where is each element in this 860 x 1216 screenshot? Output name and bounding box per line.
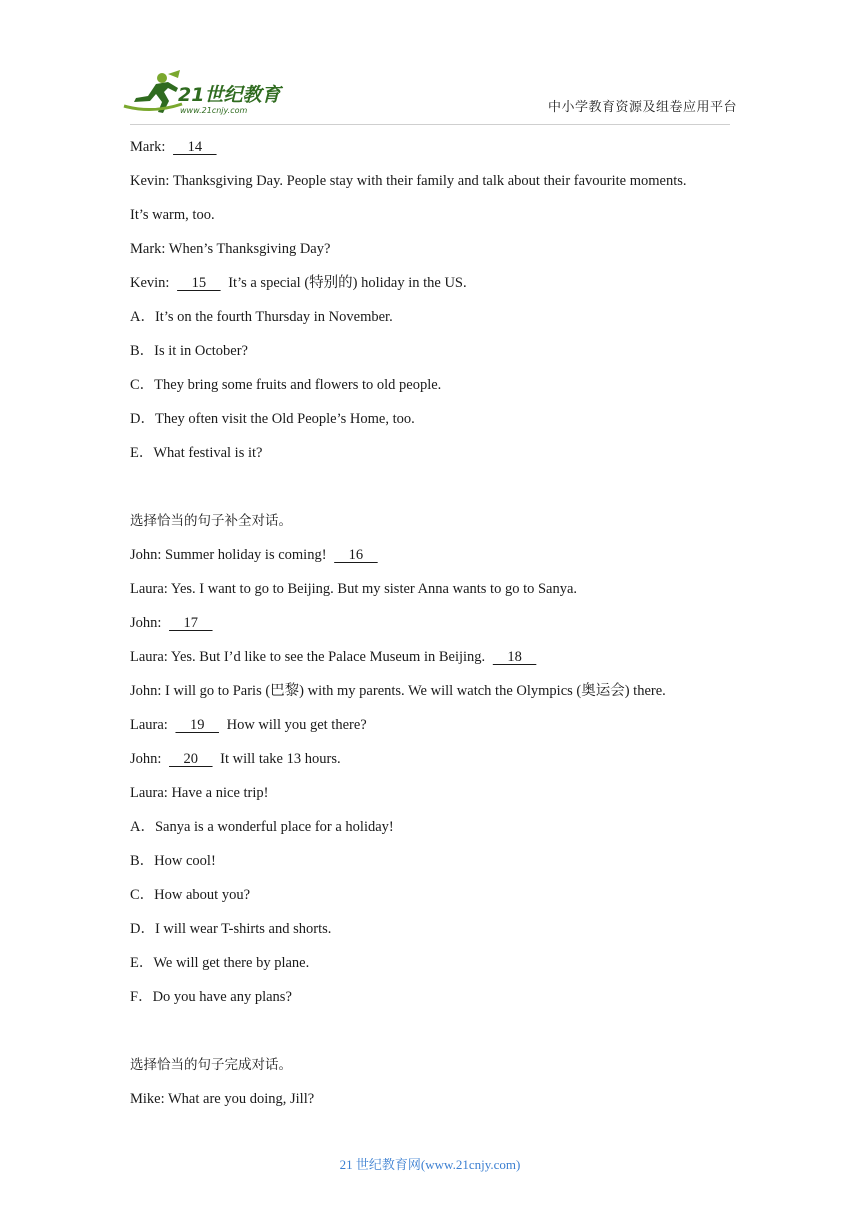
line-text-after: It’s a special (特别的) holiday in the US. [228, 275, 467, 291]
line-text: It’s warm, too. [130, 207, 215, 223]
line-text: F．Do you have any plans? [130, 989, 292, 1005]
running-man-logo-icon [122, 68, 292, 118]
page-footer: 21 世纪教育网(www.21cnjy.com) [339, 1157, 521, 1172]
dialogue-line [130, 851, 750, 885]
line-text: C．They bring some fruits and flowers to old people. [130, 377, 442, 393]
svg-text:www.21cnjy.com: www.21cnjy.com [180, 106, 248, 115]
line-text: Kevin: [130, 275, 170, 291]
dialogue-line [130, 307, 750, 341]
answer-blank: 17 [169, 615, 213, 631]
line-text: John: I will go to Paris (巴黎) with my parents. We will watch the Olympics (奥运会) there. [130, 683, 666, 699]
dialogue-line [130, 239, 750, 273]
line-text: A．Sanya is a wonderful place for a holiday! [130, 819, 394, 835]
answer-blank: 15 [177, 275, 221, 291]
answer-blank: 19 [175, 717, 219, 733]
section-instruction [130, 511, 750, 545]
line-text: B．Is it in October? [130, 343, 248, 359]
dialogue-line [130, 953, 750, 987]
dialogue-line [130, 783, 750, 817]
answer-blank: 16 [334, 547, 378, 563]
dialogue-line [130, 375, 750, 409]
dialogue-line [130, 273, 750, 307]
line-text: A．It’s on the fourth Thursday in November. [130, 309, 393, 325]
line-text: Mark: When’s Thanksgiving Day? [130, 241, 331, 257]
line-text: Laura: [130, 717, 168, 733]
line-text: John: [130, 751, 162, 767]
dialogue-line [130, 171, 750, 205]
line-text: E．We will get there by plane. [130, 955, 310, 971]
dialogue-line [130, 443, 750, 477]
line-text: D．They often visit the Old People’s Home, too. [130, 411, 415, 427]
line-text-after: How will you get there? [226, 717, 367, 733]
line-text: Kevin: Thanksgiving Day. People stay with their family and talk about their favourite moments. [130, 173, 687, 189]
line-text: 选择恰当的句子补全对话。 [130, 513, 292, 529]
line-text: D．I will wear T-shirts and shorts. [130, 921, 332, 937]
answer-blank: 18 [492, 649, 537, 665]
dialogue-line [130, 715, 750, 749]
dialogue-line [130, 137, 750, 171]
line-text: Laura: Have a nice trip! [130, 785, 269, 801]
line-text-after: It will take 13 hours. [220, 751, 341, 767]
svg-text:21世纪教育: 21世纪教育 [178, 84, 281, 106]
line-text: John: Summer holiday is coming! [130, 547, 327, 563]
line-text: Laura: Yes. I want to go to Beijing. But my sister Anna wants to go to Sanya. [130, 581, 578, 597]
dialogue-line [130, 647, 750, 681]
dialogue-line [130, 681, 750, 715]
dialogue-line [130, 885, 750, 919]
site-tagline: 中小学教育资源及组卷应用平台 [548, 100, 738, 115]
dialogue-line [130, 749, 750, 783]
line-text: B．How cool! [130, 853, 216, 869]
section-gap [130, 1021, 750, 1055]
dialogue-line [130, 613, 750, 647]
dialogue-line [130, 341, 750, 375]
answer-blank: 20 [169, 751, 213, 767]
line-text: John: [130, 615, 162, 631]
section-gap [130, 477, 750, 511]
dialogue-line [130, 987, 750, 1021]
line-text: C．How about you? [130, 887, 251, 903]
dialogue-line [130, 409, 750, 443]
line-text: 选择恰当的句子完成对话。 [130, 1057, 292, 1073]
header-divider [130, 124, 730, 125]
exercise-content [130, 137, 750, 1123]
site-logo [122, 68, 292, 118]
page-header [0, 0, 860, 130]
dialogue-line [130, 579, 750, 613]
dialogue-line [130, 205, 750, 239]
dialogue-line [130, 919, 750, 953]
section-instruction [130, 1055, 750, 1089]
dialogue-line [130, 545, 750, 579]
line-text: E．What festival is it? [130, 445, 263, 461]
line-text: Mike: What are you doing, Jill? [130, 1091, 315, 1107]
line-text: Laura: Yes. But I’d like to see the Palace Museum in Beijing. [130, 649, 486, 665]
answer-blank: 14 [173, 139, 217, 155]
line-text: Mark: [130, 139, 166, 155]
dialogue-line [130, 1089, 750, 1123]
dialogue-line [130, 817, 750, 851]
